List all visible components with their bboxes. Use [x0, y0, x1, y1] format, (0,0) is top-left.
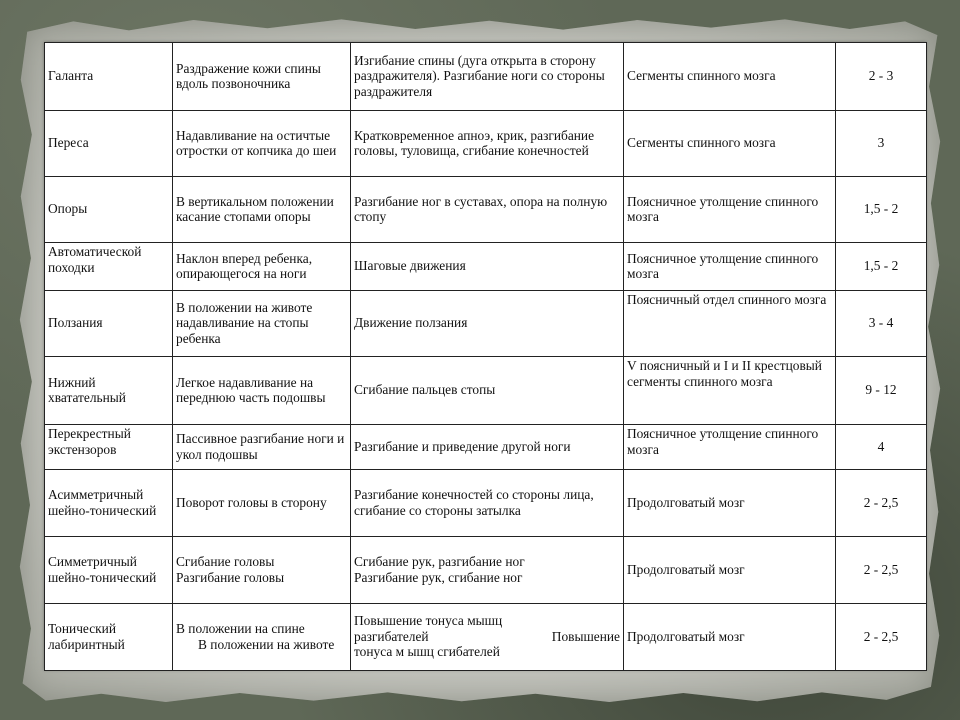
age-cell: 1,5 - 2 — [836, 177, 927, 243]
reflex-center-cell: Продолговатый мозг — [624, 470, 836, 537]
stimulus-text: В положении на животе — [198, 636, 335, 652]
stimulus-cell — [173, 43, 351, 111]
age-cell: 2 - 2,5 — [836, 537, 927, 604]
table-row — [45, 425, 927, 470]
stimulus-cell — [173, 111, 351, 177]
reflex-center-cell: Поясничный отдел спинного мозга — [624, 291, 836, 357]
stimulus-text: Раздражение кожи спины вдоль позвоночника — [176, 60, 321, 91]
response-cell — [351, 111, 624, 177]
age-cell: 3 — [836, 111, 927, 177]
table-row — [45, 291, 927, 357]
response-cell — [351, 291, 624, 357]
age-cell: 4 — [836, 425, 927, 470]
response-text: разгибателей Повышение — [354, 628, 620, 644]
table-row — [45, 470, 927, 537]
stimulus-text: Наклон вперед ребенка, опирающегося на ноги — [176, 250, 313, 281]
reflex-center-cell: Поясничное утолщение спинного мозга — [624, 425, 836, 470]
response-text: Сгибание пальцев стопы — [354, 382, 496, 398]
table-row — [45, 357, 927, 425]
response-cell — [351, 357, 624, 425]
response-cell — [351, 43, 624, 111]
table-row — [45, 243, 927, 291]
reflex-name-cell: Переса — [45, 111, 173, 177]
stimulus-text: Пассивное разгибание ноги и укол подошвы — [176, 431, 345, 462]
response-text: Повышение тонуса мышц — [354, 613, 503, 629]
reflex-name-cell: Опоры — [45, 177, 173, 243]
stimulus-text: Легкое надавливание на переднюю часть подошвы — [176, 374, 326, 405]
response-text: Сгибание рук, разгибание ног — [354, 554, 525, 569]
response-text: тонуса м ышц сгибателей — [354, 644, 500, 660]
response-text: Разгибание ног в суставах, опора на полную стопу — [354, 193, 608, 224]
stimulus-text: В положении на животе надавливание на стопы ребенка — [176, 299, 313, 346]
response-cell — [351, 177, 624, 243]
stimulus-text: Разгибание головы — [176, 569, 285, 585]
reflex-center-cell: Поясничное утолщение спинного мозга — [624, 177, 836, 243]
age-cell: 2 - 2,5 — [836, 470, 927, 537]
reflex-name-cell: Тонический лабиринтный — [45, 604, 173, 671]
reflex-name-cell: Асимметричный шейно-тонический — [45, 470, 173, 537]
response-text: Разгибание и приведение другой ноги — [354, 438, 571, 454]
response-text: Изгибание спины (дуга открыта в сторону раздражителя). Разгибание ноги со стороны раздражителя — [354, 52, 605, 99]
age-cell: 3 - 4 — [836, 291, 927, 357]
reflex-center-cell: Поясничное утолщение спинного мозга — [624, 243, 836, 291]
reflex-center-cell: Продолговатый мозг — [624, 604, 836, 671]
reflex-table — [44, 42, 927, 671]
response-cell — [351, 470, 624, 537]
reflex-name-cell: Ползания — [45, 291, 173, 357]
reflex-name-cell: Симметричный шейно-тонический — [45, 537, 173, 604]
response-cell — [351, 537, 624, 604]
stimulus-text: Сгибание головы — [176, 554, 275, 569]
age-cell: 2 - 2,5 — [836, 604, 927, 671]
response-text: Движение ползания — [354, 315, 468, 331]
stimulus-cell — [173, 425, 351, 470]
stimulus-text: В положении на спине — [176, 621, 305, 636]
age-cell: 2 - 3 — [836, 43, 927, 111]
reflex-center-cell: Сегменты спинного мозга — [624, 43, 836, 111]
stimulus-cell — [173, 604, 351, 671]
response-cell — [351, 425, 624, 470]
reflex-name-cell: Галанта — [45, 43, 173, 111]
stimulus-cell — [173, 357, 351, 425]
stimulus-cell — [173, 537, 351, 604]
response-text: Разгибание конечностей со стороны лица, сгибание со стороны затылка — [354, 487, 594, 518]
reflex-name-cell: Перекрестный экстензоров — [45, 425, 173, 470]
table-row — [45, 177, 927, 243]
table-row — [45, 604, 927, 671]
reflex-center-cell: Сегменты спинного мозга — [624, 111, 836, 177]
response-cell — [351, 604, 624, 671]
stimulus-cell — [173, 243, 351, 291]
table-row — [45, 537, 927, 604]
reflex-name-cell: Нижний хватательный — [45, 357, 173, 425]
reflex-center-cell: Продолговатый мозг — [624, 537, 836, 604]
response-text: Кратковременное апноэ, крик, разгибание головы, туловища, сгибание конечностей — [354, 127, 595, 158]
table-row — [45, 111, 927, 177]
reflex-name-cell: Автоматической походки — [45, 243, 173, 291]
response-cell — [351, 243, 624, 291]
reflex-center-cell: V поясничный и I и II крестцовый сегменты спинного мозга — [624, 357, 836, 425]
stimulus-text: Надавливание на остичтые отростки от копчика до шеи — [176, 127, 337, 158]
age-cell: 9 - 12 — [836, 357, 927, 425]
age-cell: 1,5 - 2 — [836, 243, 927, 291]
table-row — [45, 43, 927, 111]
stimulus-cell — [173, 470, 351, 537]
stimulus-text: Поворот головы в сторону — [176, 494, 327, 510]
stimulus-cell — [173, 177, 351, 243]
response-text: Шаговые движения — [354, 258, 466, 274]
stimulus-cell — [173, 291, 351, 357]
stimulus-text: В вертикальном положении касание стопами опоры — [176, 193, 334, 224]
response-text: Разгибание рук, сгибание ног — [354, 569, 523, 585]
